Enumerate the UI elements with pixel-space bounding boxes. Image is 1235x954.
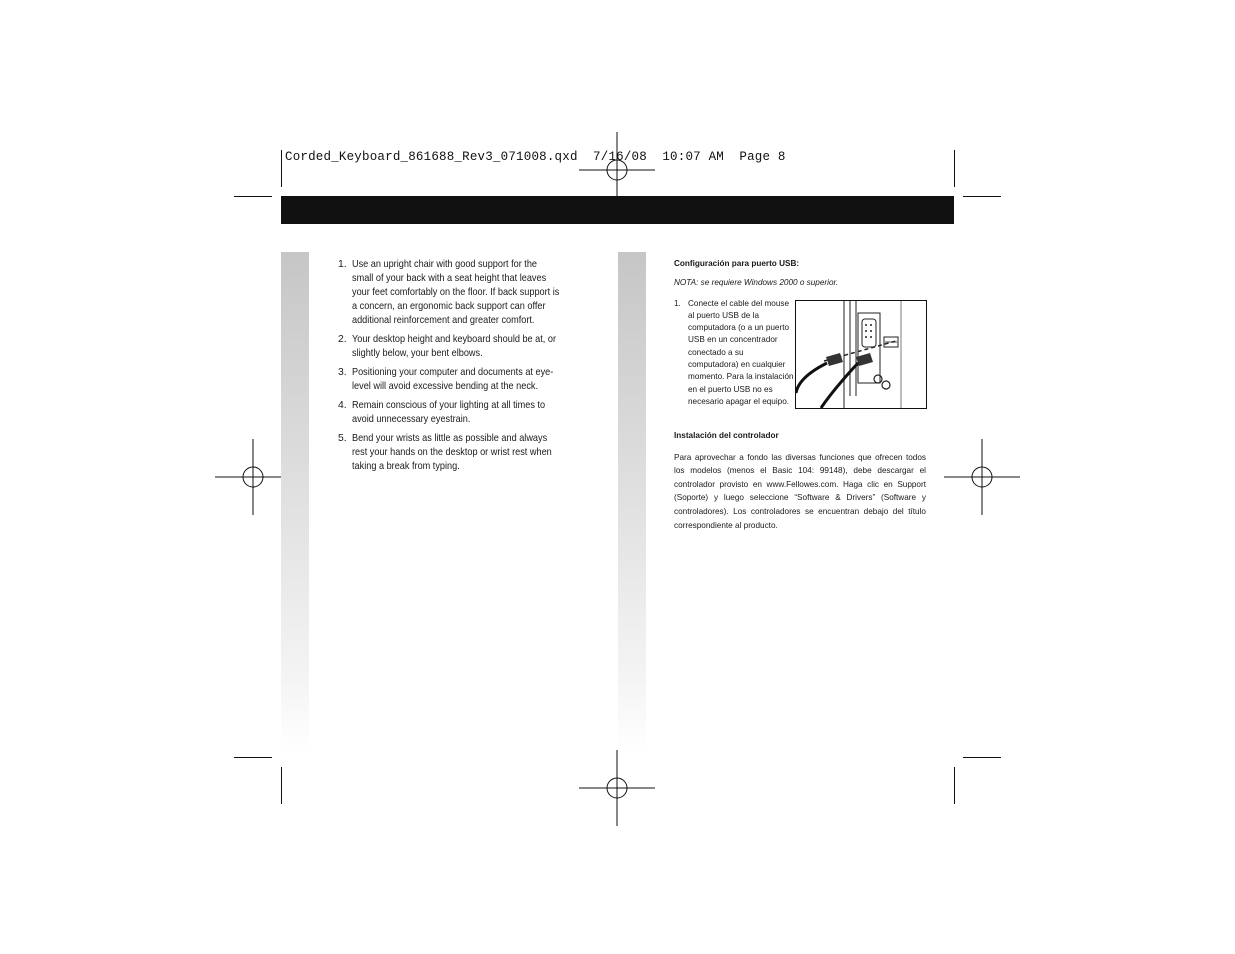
crop-mark xyxy=(954,767,955,804)
crop-mark xyxy=(954,150,955,187)
ergonomic-tips xyxy=(338,258,588,479)
header-bar xyxy=(281,196,954,224)
list-text: Positioning your computer and documents at eye-level will avoid excessive bending at the neck. xyxy=(352,367,554,392)
list-item xyxy=(338,399,588,427)
crop-mark xyxy=(234,757,272,758)
driver-heading: Instalación del controlador xyxy=(674,431,779,441)
usb-port-illustration xyxy=(795,300,927,409)
list-item xyxy=(338,333,588,361)
list-number: 4. xyxy=(338,400,347,411)
step-text: Conecte el cable del mouse al puerto USB de la computadora (o a un puerto USB en un concentrador conectado a su computadora) en cualquier momento. Para la instalación en el puerto USB no es necesario apagar el equipo. xyxy=(688,298,794,406)
crop-mark xyxy=(963,196,1001,197)
registration-mark-right xyxy=(944,439,1020,515)
usb-heading: Configuración para puerto USB: xyxy=(674,259,800,268)
usb-step xyxy=(674,298,794,409)
crop-mark xyxy=(281,150,282,187)
list-text: Bend your wrists as little as possible and always rest your hands on the desktop or wrist rest when taking a break from typing. xyxy=(352,433,552,472)
list-item xyxy=(338,432,588,474)
ergonomic-tips-list xyxy=(338,258,588,474)
registration-mark-left xyxy=(215,439,291,515)
usb-note: NOTA: se requiere Windows 2000 o superior. xyxy=(674,278,839,288)
list-text: Your desktop height and keyboard should be at, or slightly below, your bent elbows. xyxy=(352,334,557,359)
registration-mark-bottom xyxy=(579,750,655,826)
crop-mark xyxy=(281,767,282,804)
print-slug-line: Corded_Keyboard_861688_Rev3_071008.qxd 7/16/08 10:07 AM Page 8 xyxy=(285,150,786,164)
list-text: Remain conscious of your lighting at all times to avoid unnecessary eyestrain. xyxy=(352,400,546,425)
list-text: Use an upright chair with good support for the small of your back with a seat height that leaves your feet comfortably on the floor. If back support is a concern, an ergonomic back support can offer additional reinforcement and greater comfort. xyxy=(352,259,560,326)
crop-mark xyxy=(963,757,1001,758)
list-number: 1. xyxy=(338,259,347,270)
crop-mark xyxy=(234,196,272,197)
list-item xyxy=(338,258,588,328)
list-number: 3. xyxy=(338,367,347,378)
list-number: 5. xyxy=(338,433,347,444)
list-item xyxy=(338,366,588,394)
right-gutter-strip xyxy=(618,252,646,752)
step-number: 1. xyxy=(674,298,681,308)
left-gutter-strip xyxy=(281,252,309,752)
list-number: 2. xyxy=(338,334,347,345)
driver-text: Para aprovechar a fondo las diversas funciones que ofrecen todos los modelos (menos el Basic 104: 99148), debe descargar el controlador provisto en www.Fellowes.com. Haga clic en Support (Soporte) y luego seleccione “Software & Drivers” (Software y controladores). Los controladores se encuentran debajo del título correspondiente al producto. xyxy=(674,452,926,530)
